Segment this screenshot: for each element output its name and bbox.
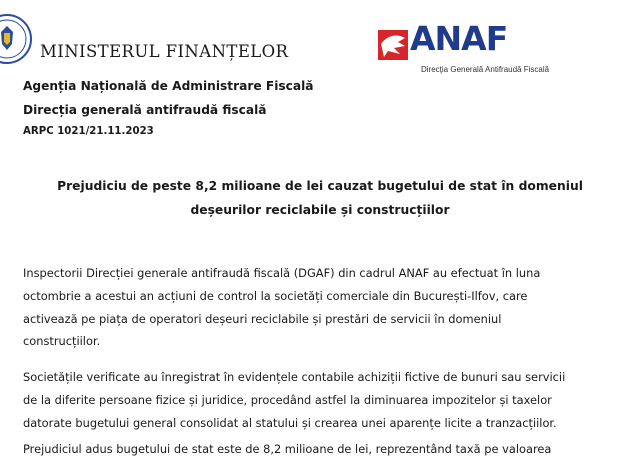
romanian-crest-icon [0,14,32,64]
paragraph-line: de la diferite persoane fizice și juridice, procedând astfel la diminuarea impozitelor și taxelor [23,392,552,407]
anaf-logo-word: ANAF [410,19,508,58]
paragraph-line: datorate bugetului general consolidat al statului și crearea unei aparențe licite a tranzacțiilor. [23,415,557,430]
paragraph-line: activează pe piața de operatori deșeuri reciclabile și prestări de servicii în domeniul [23,311,502,326]
document-reference: ARPC 1021/21.11.2023 [23,126,154,137]
ministry-name: MINISTERUL FINANȚELOR [40,42,289,61]
title-line: Prejudiciu de peste 8,2 milioane de lei cauzat bugetului de stat în domeniul [57,179,583,193]
press-release-title [0,174,640,222]
body-paragraph [23,438,643,461]
body-paragraph [23,366,643,434]
paragraph-line: construcțiilor. [23,334,101,349]
paragraph-line: octombrie a acestui an acțiuni de control la societăți comerciale din București-Ilfov, care [23,288,528,303]
agency-name: Agenția Națională de Administrare Fiscală [23,79,314,93]
paragraph-line: Inspectorii Direcției generale antifraudă fiscală (DGAF) din cadrul ANAF au efectuat în luna [23,266,541,280]
paragraph-line: Societățile verificate au înregistrat în evidențele contabile achiziții fictive de bunuri sau servicii [23,370,566,384]
anaf-logo-subtitle: Direcţia Generală Antifraudă Fiscală [421,65,550,74]
title-line: deșeurilor reciclabile și construcțiilor [190,203,450,217]
body-paragraph [23,262,643,353]
paragraph-line: Prejudiciul adus bugetului de stat este de 8,2 milioane de lei, reprezentând taxă pe valoarea [23,442,552,456]
directorate-name: Direcția generală antifraudă fiscală [23,103,267,117]
